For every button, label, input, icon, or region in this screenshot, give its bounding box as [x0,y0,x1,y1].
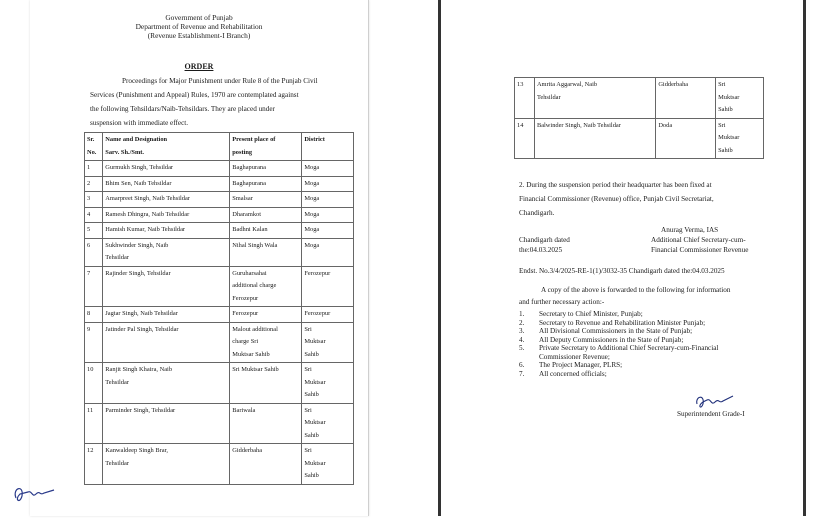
suspension-table-continued [514,77,764,159]
signature-initials-icon [10,478,62,508]
cell-line: Baghapurana [232,164,266,171]
cell-line: Present place of [232,136,276,143]
cell-place [656,78,716,119]
cell-line: Sri Muktsar Sahib [232,366,279,373]
cell-name [103,223,230,239]
cell-line: posting [232,148,253,156]
header-sr [85,133,103,161]
table-row [85,322,354,363]
intro-paragraph [90,74,350,88]
cell-line: Ferozepur [232,294,259,302]
recipient-number: 3. [519,327,525,335]
cell-district [302,207,354,223]
cell-line: Gurmukh Singh, Tehsildar [105,164,174,171]
cell-place [230,192,302,208]
cell-line: Bhim Sen, Naib Tehsildar [105,179,172,187]
recipient-number: 4. [519,335,525,344]
cell-line: Muktsar [304,378,326,386]
cell-line: Moga [304,164,320,171]
table-row [85,207,354,223]
cell-name [103,207,230,223]
cell-line: Sri [718,121,726,129]
recipient-line: All Deputy Commissioners in the State of Punjab; [539,335,684,344]
cell-sr: 11 [85,403,103,444]
cell-line: additional charge [232,282,277,289]
cell-line: Moga [304,195,320,202]
recipient-line: Secretary to Chief Minister, Punjab; [539,310,643,318]
cell-line: Moga [304,241,320,249]
order-title: ORDER [184,62,214,71]
cell-place [230,238,302,266]
cell-line: Nihal Singh Wala [232,241,278,249]
place-line: Chandigarh dated [519,236,570,244]
cell-place [230,444,302,485]
cell-line: Dharamkot [232,210,261,218]
table-row [85,403,354,444]
table-row [515,78,764,119]
copy-line: A copy of the above is forwarded to the following for information [541,286,731,294]
cell-name [103,363,230,404]
cell-sr: 1 [85,161,103,177]
cell-line: Ferozepur [304,310,331,317]
cell-line: Balwinder Singh, Naib Tehsildar [536,121,621,129]
table-header-row [85,133,354,161]
superintendent-designation: Superintendent Grade-I [677,410,745,418]
cell-name [534,118,655,159]
recipient-line: Private Secretary to Additional Chief Secretary-cum-Financial [539,344,719,352]
suspension-table [84,132,354,485]
recipient-line: All concerned officials; [539,369,607,378]
cell-line: District [304,136,325,143]
cell-district [302,161,354,177]
place-date-block [519,235,619,255]
cell-district [302,322,354,363]
cell-sr: 4 [85,207,103,223]
header-place [230,133,302,161]
recipient-text [539,319,784,328]
table-row [85,192,354,208]
govt-header-line2: Department of Revenue and Rehabilitation [135,22,263,31]
cell-place [230,223,302,239]
govt-header-line1: Government of Punjab [165,13,233,22]
cell-place [656,118,716,159]
cell-district [302,444,354,485]
cell-name [534,78,655,119]
cell-sr: 5 [85,223,103,239]
cell-name [103,322,230,363]
cell-line: Ramesh Dhingra, Naib Tehsildar [105,210,190,218]
intro-line: Services (Punishment and Appeal) Rules, 1970 are contemplated against [90,91,299,99]
para2-line: Financial Commissioner (Revenue) office, Punjab Civil Secretariat, [519,195,714,203]
cell-district [302,223,354,239]
table-row [85,176,354,192]
cell-line: Doda [658,121,673,129]
cell-name [103,444,230,485]
recipient-number: 5. [519,344,525,352]
cell-line: Ferozepur [232,310,259,317]
cell-line: Tehsildar [105,254,129,261]
cell-place [230,161,302,177]
cell-sr: 9 [85,322,103,363]
cell-place [230,307,302,323]
cell-line: Jagtar Singh, Naib Tehsildar [105,310,178,317]
cell-name [103,266,230,307]
cell-line: Sri [304,406,312,414]
recipient-text [539,344,784,361]
recipient-text [539,361,784,370]
cell-line: Guruharsahai [232,269,267,277]
table-row [515,118,764,159]
cell-line: Muktsar [718,134,740,141]
cell-district [302,403,354,444]
cell-place [230,176,302,192]
cell-name [103,176,230,192]
cell-district [716,78,764,119]
cell-line: Sri [718,81,726,88]
recipient-text [539,327,784,336]
cell-sr: 3 [85,192,103,208]
cell-name [103,403,230,444]
cell-line: Jatinder Pal Singh, Tehsildar [105,325,179,333]
recipient-line: All Divisional Commissioners in the State of Punjab; [539,327,693,335]
intro-line: suspension with immediate effect. [90,119,189,127]
cell-line: Moga [304,179,320,187]
cell-district [302,176,354,192]
cell-line: Amrita Aggarwal, Naib [536,81,598,88]
cell-line: Sahib [304,391,319,398]
cell-district [302,307,354,323]
cell-place [230,363,302,404]
cell-line: Baghapurana [232,179,266,187]
signatory-designation: Financial Commissioner Revenue [651,246,749,254]
cell-name [103,161,230,177]
cell-sr: 2 [85,176,103,192]
order-page-2 [438,0,806,516]
cell-line: Sri [304,447,312,454]
recipient-number: 6. [519,361,525,369]
cell-line: Gidderbaha [232,447,263,454]
cell-line: Sahib [304,431,319,439]
copy-forward-text [519,284,769,308]
cell-line: Tehsildar [105,459,129,467]
cell-district [716,118,764,159]
para2-line: 2. During the suspension period their headquarter has been fixed at [519,181,712,189]
table-row [85,307,354,323]
date-line: the:04.03.2025 [519,246,563,254]
header-district [302,133,354,161]
cell-sr: 12 [85,444,103,485]
table-row [85,444,354,485]
cell-line: Gidderbaha [658,81,689,88]
cell-name [103,192,230,208]
recipient-number: 2. [519,318,525,327]
cell-line: Parminder Singh, Tehsildar [105,406,176,414]
cell-sr: 10 [85,363,103,404]
cell-sr: 6 [85,238,103,266]
cell-place [230,207,302,223]
cell-sr: 8 [85,307,103,323]
cell-line: Bariwala [232,406,256,414]
cell-place [230,403,302,444]
recipient-line: The Project Manager, PLRS; [539,361,623,369]
cell-district [302,266,354,307]
header-name [103,133,230,161]
recipient-text [539,336,784,345]
table-row [85,363,354,404]
cell-name [103,238,230,266]
cell-sr: 13 [515,78,535,119]
recipient-line: Secretary to Revenue and Rehabilitation Minister Punjab; [539,318,706,327]
recipient-number: 1. [519,310,525,318]
signatory-name: Anurag Verma, IAS [661,226,719,234]
cell-line: Hamish Kumar, Naib Tehsildar [105,226,186,233]
table-row [85,238,354,266]
cell-line: Muktsar Sahib [232,350,270,358]
cell-line: Muktsar [304,338,326,345]
cell-place [230,266,302,307]
cell-line: Badhni Kalan [232,226,268,233]
recipient-line: Commissioner Revenue; [539,352,610,361]
cell-line: Malout additional [232,325,278,333]
cell-line: charge Sri [232,338,259,345]
cell-line: No. [87,148,97,156]
cell-line: Tehsildar [536,93,561,101]
cell-place [230,322,302,363]
cell-line: Rajinder Singh, Tehsildar [105,269,171,277]
cell-line: Sukhwinder Singh, Naib [105,241,169,249]
cell-line: Name and Designation [105,136,168,143]
cell-line: Muktsar [304,419,326,426]
cell-line: Amarpreet Singh, Naib Tehsildar [105,195,190,202]
govt-header-line3: (Revenue Establishment-I Branch) [147,31,251,40]
intro-line: the following Tehsildars/Naib-Tehsildars. They are placed under [90,105,275,113]
cell-line: Tehsildar [105,378,129,386]
intro-line: Proceedings for Major Punishment under Rule 8 of the Punjab Civil [122,77,318,85]
cell-district [302,192,354,208]
cell-district [302,238,354,266]
cell-line: Muktsar [718,93,740,101]
recipient-text [539,310,784,319]
cell-line: Sr. [87,136,95,143]
table-row [85,266,354,307]
cell-sr: 14 [515,118,535,159]
cell-line: Smalsar [232,195,253,202]
cell-line: Moga [304,226,320,233]
headquarter-paragraph [519,178,767,220]
signatory-designation: Additional Chief Secretary-cum- [651,236,746,244]
cell-line: Sahib [718,106,733,113]
para2-line: Chandigarh. [519,209,555,217]
cell-line: Sahib [718,146,733,154]
cell-line: Ranjit Singh Khaira, Naib [105,366,173,373]
cell-line: Ferozepur [304,269,331,277]
signatory-block [651,225,791,255]
recipient-text [539,370,784,379]
order-page-1 [30,0,369,516]
cell-name [103,307,230,323]
copy-line: and further necessary action:- [519,298,605,306]
cell-line: Sarv. Sh./Smt. [105,148,144,156]
recipient-number: 7. [519,369,525,378]
cell-line: Moga [304,210,320,218]
endorsement-number: Endst. No.3/4/2025-RE-1(1)/3032-35 Chandigarh dated the:04.03.2025 [519,267,725,275]
cell-line: Sri [304,325,312,333]
cell-line: Kanwaldeep Singh Brar, [105,447,169,454]
table-row [85,161,354,177]
cell-sr: 7 [85,266,103,307]
cell-district [302,363,354,404]
cell-line: Sahib [304,350,319,358]
cell-line: Muktsar [304,459,326,467]
cell-line: Sri [304,366,312,373]
table-row [85,223,354,239]
cell-line: Sahib [304,472,319,479]
